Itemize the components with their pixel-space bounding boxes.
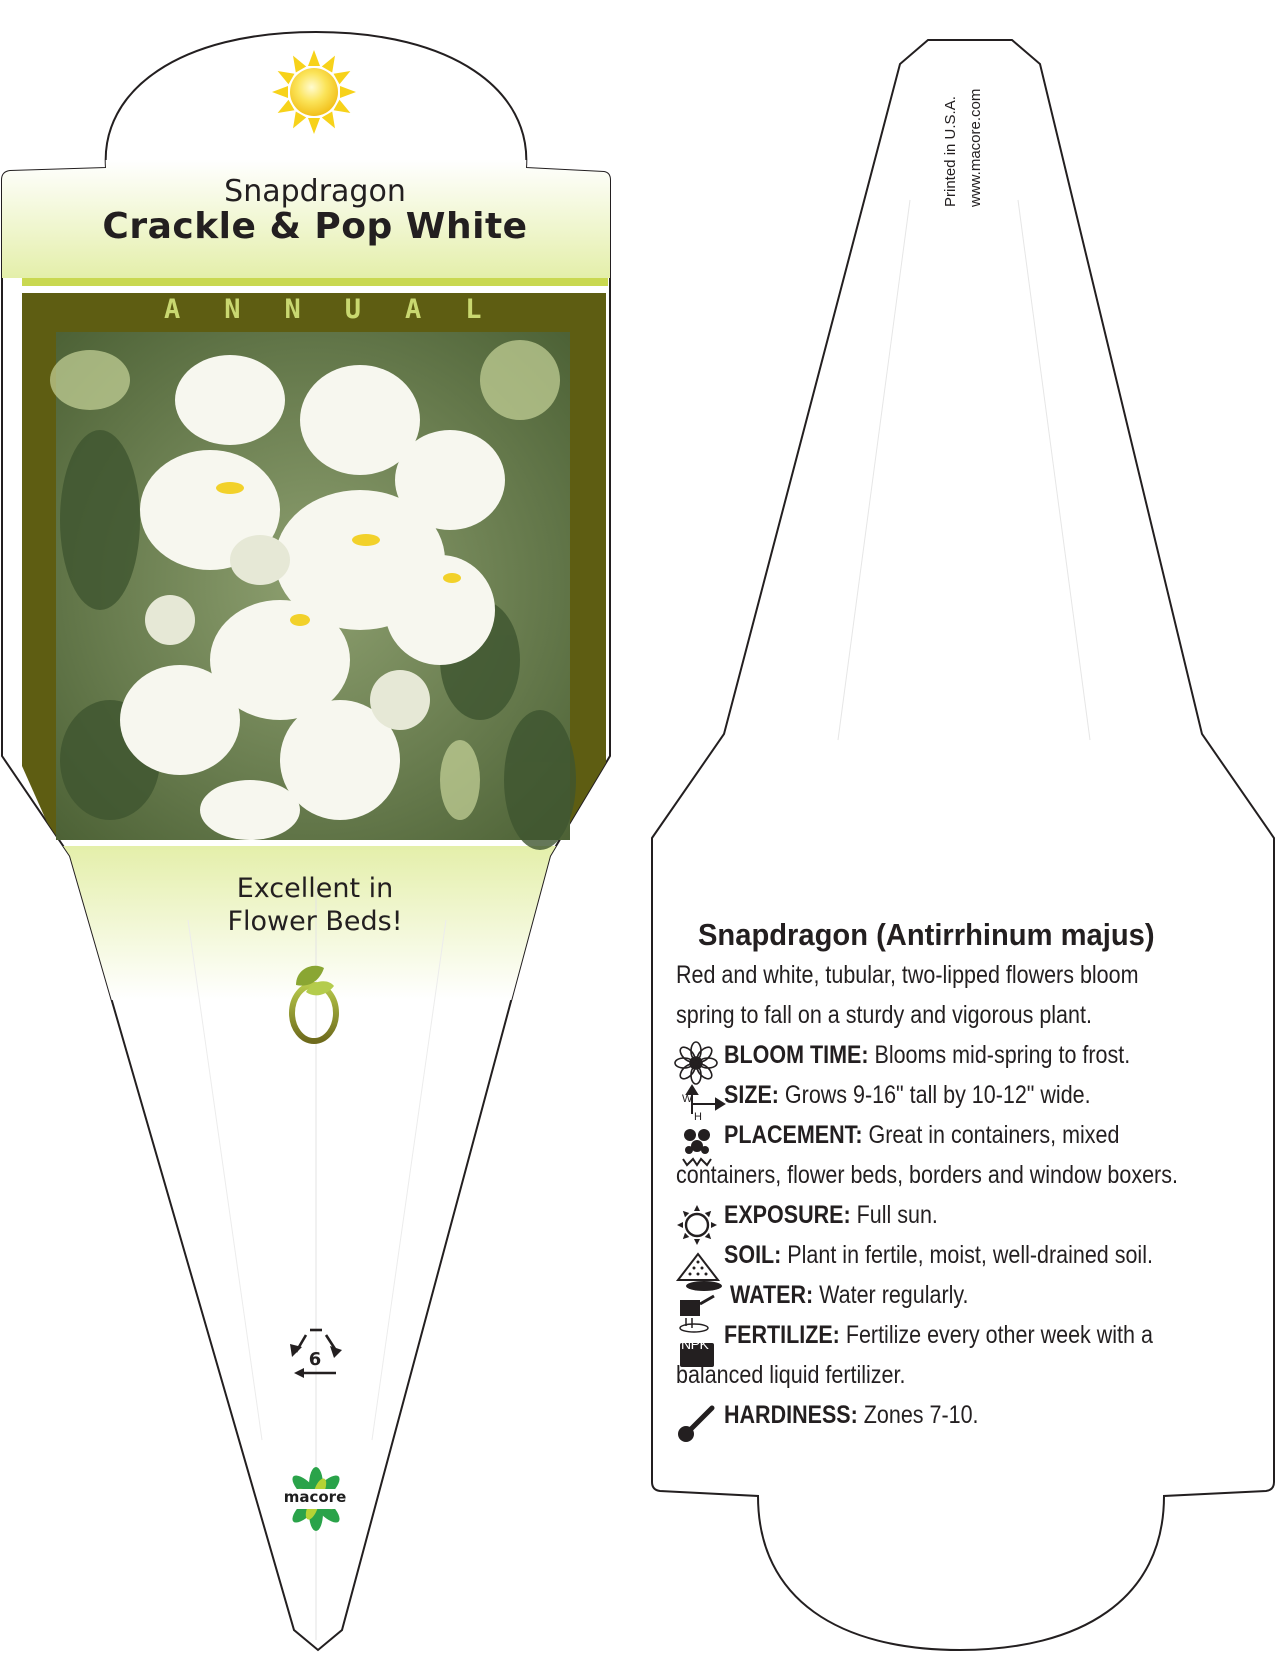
water-value: Water regularly.	[813, 1281, 969, 1309]
description	[676, 955, 1192, 1035]
hardiness-row	[676, 1395, 1236, 1435]
brand-name: macore	[283, 1488, 347, 1506]
placement-row	[676, 1115, 1236, 1155]
placement-continued: containers, flower beds, borders and window boxers.	[676, 1161, 1178, 1189]
care-info	[676, 917, 1236, 1435]
size-icon-w: W	[682, 1093, 693, 1105]
feature-line-2: Flower Beds!	[227, 906, 403, 937]
bloom-time-row	[676, 1035, 1236, 1075]
soil-value: Plant in fertile, moist, well-drained soil.	[781, 1241, 1153, 1269]
front-tag	[0, 32, 612, 1650]
size-icon-h: H	[694, 1111, 702, 1123]
water-row	[676, 1275, 1236, 1315]
bloom-time-value: Blooms mid-spring to frost.	[868, 1041, 1131, 1069]
fertilize-label: FERTILIZE:	[724, 1321, 840, 1349]
hardiness-value: Zones 7-10.	[857, 1401, 979, 1429]
exposure-row	[676, 1195, 1236, 1235]
flower-photo	[50, 332, 576, 850]
exposure-label: EXPOSURE:	[724, 1201, 851, 1229]
category-label: ANNUAL	[164, 294, 526, 325]
feature-line-1: Excellent in	[236, 873, 394, 904]
website-text: www.macore.com	[967, 88, 984, 207]
placement-value: Great in containers, mixed	[862, 1121, 1120, 1149]
soil-row	[676, 1235, 1236, 1275]
hardiness-label: HARDINESS:	[724, 1401, 858, 1429]
common-name: Snapdragon	[224, 174, 406, 209]
fertilize-continued: balanced liquid fertilizer.	[676, 1361, 906, 1389]
placement-label: PLACEMENT:	[724, 1121, 863, 1149]
size-value: Grows 9-16" tall by 10-12" wide.	[778, 1081, 1091, 1109]
description-line-1: Red and white, tubular, two-lipped flowers bloom	[676, 961, 1139, 989]
feature-text	[175, 872, 455, 938]
description-line-2: spring to fall on a sturdy and vigorous plant.	[676, 1001, 1092, 1029]
fertilize-value: Fertilize every other week with a	[839, 1321, 1153, 1349]
printed-in-text: Printed in U.S.A.	[942, 96, 959, 207]
botanical-title: Snapdragon (Antirrhinum majus)	[698, 917, 1155, 952]
fertilize-row	[676, 1315, 1236, 1355]
size-label: SIZE:	[724, 1081, 779, 1109]
cultivar-name: Crackle & Pop White	[102, 206, 528, 247]
npk-icon-text: NPK	[681, 1336, 709, 1352]
bloom-time-label: BLOOM TIME:	[724, 1041, 869, 1069]
water-label: WATER:	[730, 1281, 814, 1309]
size-row	[676, 1075, 1236, 1123]
soil-label: SOIL:	[724, 1241, 782, 1269]
exposure-value: Full sun.	[850, 1201, 938, 1229]
recycle-code: 6	[308, 1349, 322, 1370]
